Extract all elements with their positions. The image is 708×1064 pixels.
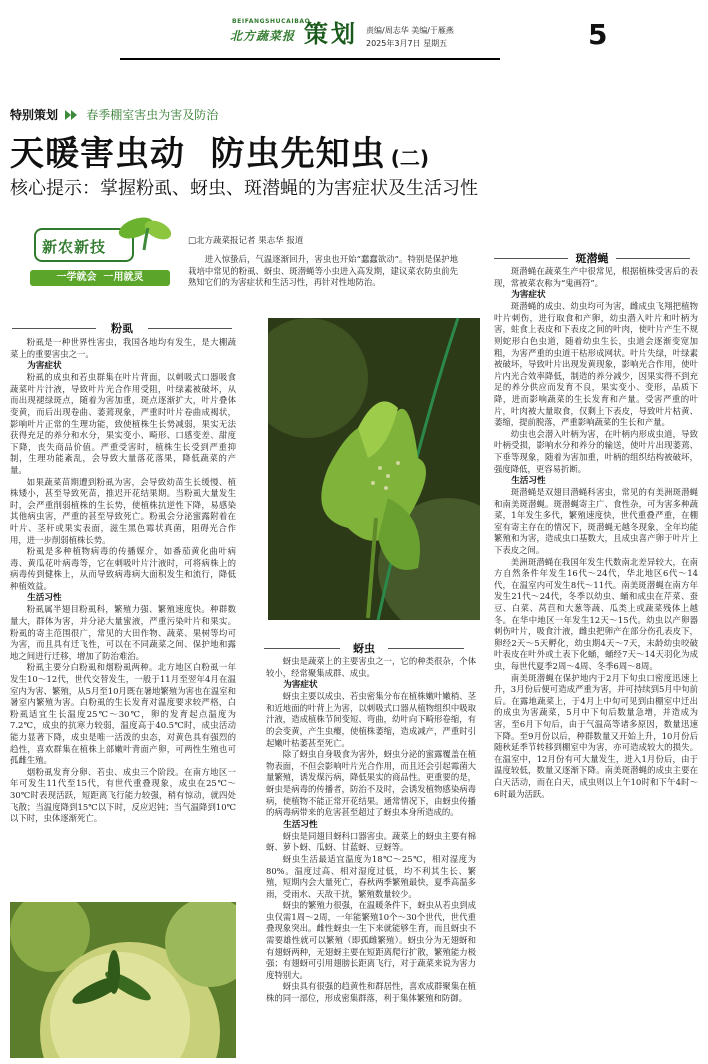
paragraph: 蚜虫具有很强的趋黄性和群居性，喜欢成群聚集在植株的同一部位，形成密集群落，利于集体繁殖和防御。 [266, 981, 476, 1004]
masthead-editor: 责编/周志华 美编/于雁燕 [366, 26, 454, 35]
masthead-rule [120, 58, 500, 60]
summary: 核心提示：掌握粉虱、蚜虫、斑潜蝇的为害症状及生活习性 [10, 178, 478, 199]
topic-line [10, 104, 310, 120]
masthead-pinyin: BEIFANGSHUCAIBAO [232, 18, 311, 25]
badge-slogan: 一学就会 一用就灵 [30, 270, 170, 286]
paragraph: 幼虫也会潜入叶柄为害，在叶柄内形成虫道，导致叶柄受损，影响水分和养分的输送，使叶片出现萎蔫、下垂等现象，随着为害加重，叶柄的组织结构被破坏，强度降低，更容易折断。 [494, 428, 698, 474]
tomato-illustration [10, 902, 236, 1058]
page-number: 5 [588, 18, 608, 51]
fenshi-title-text: 粉虱 [111, 322, 133, 335]
celery-photo [268, 318, 480, 620]
paragraph: 斑潜蝇是双翅目潜蝇科害虫，常见的有美洲斑潜蝇和南美斑潜蝇。斑潜蝇寄主广、食性杂，可为害多种蔬菜，1年发生多代，繁殖速度快，世代重叠严重，在棚室有寄主存在的情况下，斑潜蝇无越冬现象，全年均能繁殖和为害，造成虫口基数大，且成虫喜产卵于叶片上下表皮之间。 [494, 487, 698, 556]
subheading: 生活习性 [283, 819, 318, 830]
paragraph: 蚜虫生活最适宜温度为18℃～25℃，相对湿度为80%。温度过高、相对湿度过低，均不利其生长、繁殖，短期内会大量死亡，春秋两季繁殖最快，夏季高温多雨，受雨水、天敌干扰，繁殖数量较少。 [266, 853, 476, 899]
topic-label: 特别策划 [10, 108, 59, 122]
badge-title: 新农新技 [42, 238, 107, 256]
paragraph: 蚜虫是同翅目蚜科口器害虫。蔬菜上的蚜虫主要有棉蚜、萝卜蚜、瓜蚜、甘蓝蚜、豆蚜等。 [266, 830, 476, 853]
paragraph: 除了蚜虫自身吸食为害外，蚜虫分泌的蜜露覆盖在植物表面，不但会影响叶片光合作用，而且还会引起霉菌大量繁殖，诱发煤污病，降低果实的商品性。更重要的是，蚜虫是病毒的传播者，防治不及时，会诱发植物感染病毒病，使植物不能正常开花结果。通常情况下，由蚜虫传播的病毒病带来的危害甚至超过了蚜虫本身所造成的。 [266, 749, 476, 818]
aphid-plant-illustration [268, 318, 480, 620]
paragraph: 蚜虫的繁殖力很强，在温暖条件下，蚜虫从若虫到成虫仅需1周～2周，一年能繁殖10个～30个世代，世代重叠现象突出。雌性蚜虫一生下来就能够生育，而且蚜虫不需要雄性就可以繁殖（即孤雌繁殖）。蚜虫分为无翅蚜和有翅蚜两种，无翅蚜主要在短距离爬行扩散，繁殖能力极强；有翅蚜可引用翅膀长距离飞行，对于蔬菜来说为害力度特别大。 [266, 900, 476, 980]
fenshi-body [10, 337, 236, 897]
banqianying-title [494, 250, 690, 266]
banqianying-title-text: 斑潜蝇 [575, 252, 609, 265]
intro-paragraph: 进入惊蛰后，气温逐渐回升，害虫也开始“蠢蠢欲动”。特别是保护地栽培中常见的粉虱、蚜虫、斑潜蝇等小虫进入高发期，建议菜农防虫前先熟知它们的为害症状和生活习性，再针对性地防治。 [188, 254, 458, 288]
subheading: 生活习性 [27, 593, 62, 604]
sprout-icon [114, 212, 174, 252]
paragraph: 粉虱的成虫和若虫群集在叶片背面，以刺吸式口器吸食蔬菜叶片汁液，导致叶片光合作用受阻，叶绿素被破坏，从而出现褪绿斑点，随着为害加重，斑点逐渐扩大，叶片叠体变黄，而后出现卷曲、萎蔫现象，严重时叶片卷曲成褐状，影响叶片正常的生理功能，致使植株生长势减弱，果实无法获得充足的养分和水分，果实变小、畸形、口感变差、甜度下降，丧失商品价值。严重受害时，植株生长受到严重抑制，生理功能紊乱，会导致大量落花落果，降低蔬菜的产量。 [10, 372, 236, 475]
subheading: 生活习性 [511, 476, 546, 487]
byline: □北方蔬菜报记者 果志华 报道 [188, 236, 304, 246]
subheading: 为害症状 [511, 290, 546, 301]
double-triangle-icon [65, 110, 79, 120]
yachong-title [264, 640, 464, 656]
paragraph: 粉虱是一种世界性害虫，我国各地均有发生，是大棚蔬菜上的重要害虫之一。 [10, 337, 236, 359]
masthead-section: 策划 [304, 20, 358, 48]
topic-subtitle: 春季棚室害虫为害及防治 [86, 108, 219, 122]
paragraph: 粉虱是多种植物病毒的传播媒介，如番茄黄化曲叶病毒、黄瓜花叶病毒等，它在刺吸叶片汁液时，可将病株上的病毒传到健株上，从而导致病毒病大面积发生和流行，降低种植效益。 [10, 546, 236, 591]
banqianying-body [494, 266, 698, 1058]
paragraph: 斑潜蝇的成虫、幼虫均可为害，雌成虫飞翔把植物叶片刺伤，进行取食和产卵，幼虫潜入叶片和叶柄为害，蛀食上表皮和下表皮之间的叶肉，使叶片产生不规则蛇形白色虫道，随着幼虫生长，虫道会逐渐变宽加粗，为害严重的虫道干枯形成网状。叶片失绿，叶绿素被破坏，导致叶片出现发黄现象，影响光合作用，使叶片内光合效率降低，制造的养分减少，因果实得不到充足的养分供应而发育不良，果实变小、变形，品质下降，进而影响蔬菜的生长发育和产量。受害严重的叶片，叶肉被大量取食，仅剩上下表皮，导致叶片枯黄、萎缩，提前脱落，严重影响蔬菜的生长和产量。 [494, 301, 698, 428]
masthead-date: 2025年3月7日 星期五 [366, 39, 448, 48]
headline-main: 天暖害虫动 防虫先知虫 [10, 134, 386, 174]
headline [10, 126, 510, 174]
masthead-paper-name: 北方蔬菜报 [230, 29, 296, 43]
masthead [120, 14, 608, 66]
paragraph: 烟粉虱发育分卵、若虫、成虫三个阶段。在南方地区一年可发生11代至15代，有世代重叠现象，成虫在25℃～30℃时表现活跃，短距离飞行能力较强，稍有惊动，就四处飞散；当温度降到15℃以下时，反应迟钝；当气温降到10℃以下时，虫体逐渐死亡。 [10, 766, 236, 824]
paragraph: 粉虱主要分白粉虱和烟粉虱两种。北方地区白粉虱一年发生10～12代，世代交替发生，一般于11月至翌年4月在温室内为害、繁殖，从5月至10月既在暑地繁殖为害也在温室和暑室内繁殖为害。白粉虱的生长发育对温度要求较严格，白粉虱适宜生长温度25℃～30℃，卵的发育起点温度为7.2℃，成虫的抗寒力较弱，温度高于40.5℃时，成虫活动能力显著下降，成虫是唯一活泼的虫态，对黄色具有强烈的趋性，喜欢群集在植株上部嫩叶背面产卵，可两性生殖也可孤雌生殖。 [10, 662, 236, 766]
paragraph: 粉虱属半翅目粉虱科，繁殖力强、繁殖速度快。种群数量大，群体为害，并分泌大量蜜液，严重污染叶片和果实。粉虱的寄主范围很广，常见的大田作物、蔬菜、果树等均可为害，而且具有迁飞性，可以在不同蔬菜之间、保护地和露地之间进行迁移，增加了防治难治。 [10, 604, 236, 661]
paragraph: 美洲斑潜蝇在我国年发生代数南北差异较大，在南方自然条件年发生16代～24代，华北地区6代～14代，在温室内可发生8代～11代。南美斑潜蝇在南方年发生21代～24代，冬季以幼虫、蛹和成虫在芹菜、蚕豆、白菜、莴苣和大葱等蔬、瓜类上或蔬菜残体上越冬。在华中地区一年发生12天～15代。幼虫以产卵器刺伤叶片，吸食汁液，雌虫把卵产在部分伤孔表皮下，卵经2天～5天孵化，幼虫期4天～7天，末龄幼虫咬破叶表皮在叶外或土表下化蛹，蛹经7天～14天羽化为成虫，每世代夏季2周～4周、冬季6周～8周。 [494, 556, 698, 671]
paragraph: 如果蔬菜苗期遭到粉虱为害，会导致幼苗生长缓慢、植株矮小，甚至导致死苗，推迟开花结果期。当粉虱大量发生时，会严重削弱植株的生长势，使植株抗逆性下降，易感染其他病虫害，严重的甚至导致死亡。粉虱会分泌蜜露附着在叶片、茎秆或果实表面，滋生黑色霉状真菌，阻碍光合作用，进一步削弱植株长势。 [10, 476, 236, 545]
paragraph: 蚜虫是蔬菜上的主要害虫之一，它的种类很杂，个体较小，经常聚集成群、成虫。 [266, 656, 476, 678]
yachong-title-text: 蚜虫 [353, 642, 375, 655]
paragraph: 蚜虫主要以成虫、若虫密集分布在植株嫩叶嫩梢、茎和近地面的叶背上为害，以刺吸式口器从植物组织中吸取汁液，造成植株节间变短、弯曲，幼叶向下畸形卷缩，有的会变黄，产生虫瘿，使植株萎缩，造成减产，严重时引起嫩叶枯萎甚至死亡。 [266, 691, 476, 748]
yachong-body [266, 656, 476, 1058]
subheading: 为害症状 [283, 680, 318, 691]
tomato-photo [10, 902, 236, 1058]
paragraph: 斑潜蝇在蔬菜生产中很常见，根据植株受害后的表现，常被菜农称为“鬼画符”。 [494, 266, 698, 288]
fenshi-title [12, 320, 232, 336]
column-badge [30, 212, 176, 288]
headline-part: (二) [390, 146, 430, 170]
subheading: 为害症状 [27, 361, 62, 372]
paragraph: 南美斑潜蝇在保护地内于2月下旬虫口密度迅速上升，3月份后便可造成严重为害，并可持续到5月中旬前后。在露地蔬菜上，于4月上中旬可见到由棚室中迁出的成虫为害蔬菜，5月中下旬后数量急增，并造成为害，至6月下旬后，由于气温高等诸多原因，数量迅速下降。至9月份以后，种群数量又开始上升，10月份后随秋延季节转移到棚室中为害，亦可造成较大的损失。在温室中，12月份有可大量发生，进入1月份后，由于温度较低，数量又逐渐下降。南美斑潜蝇的成虫主要在白天活动，而在白天，成虫则以上午10时和下午4时～6时最为活跃。 [494, 672, 698, 799]
